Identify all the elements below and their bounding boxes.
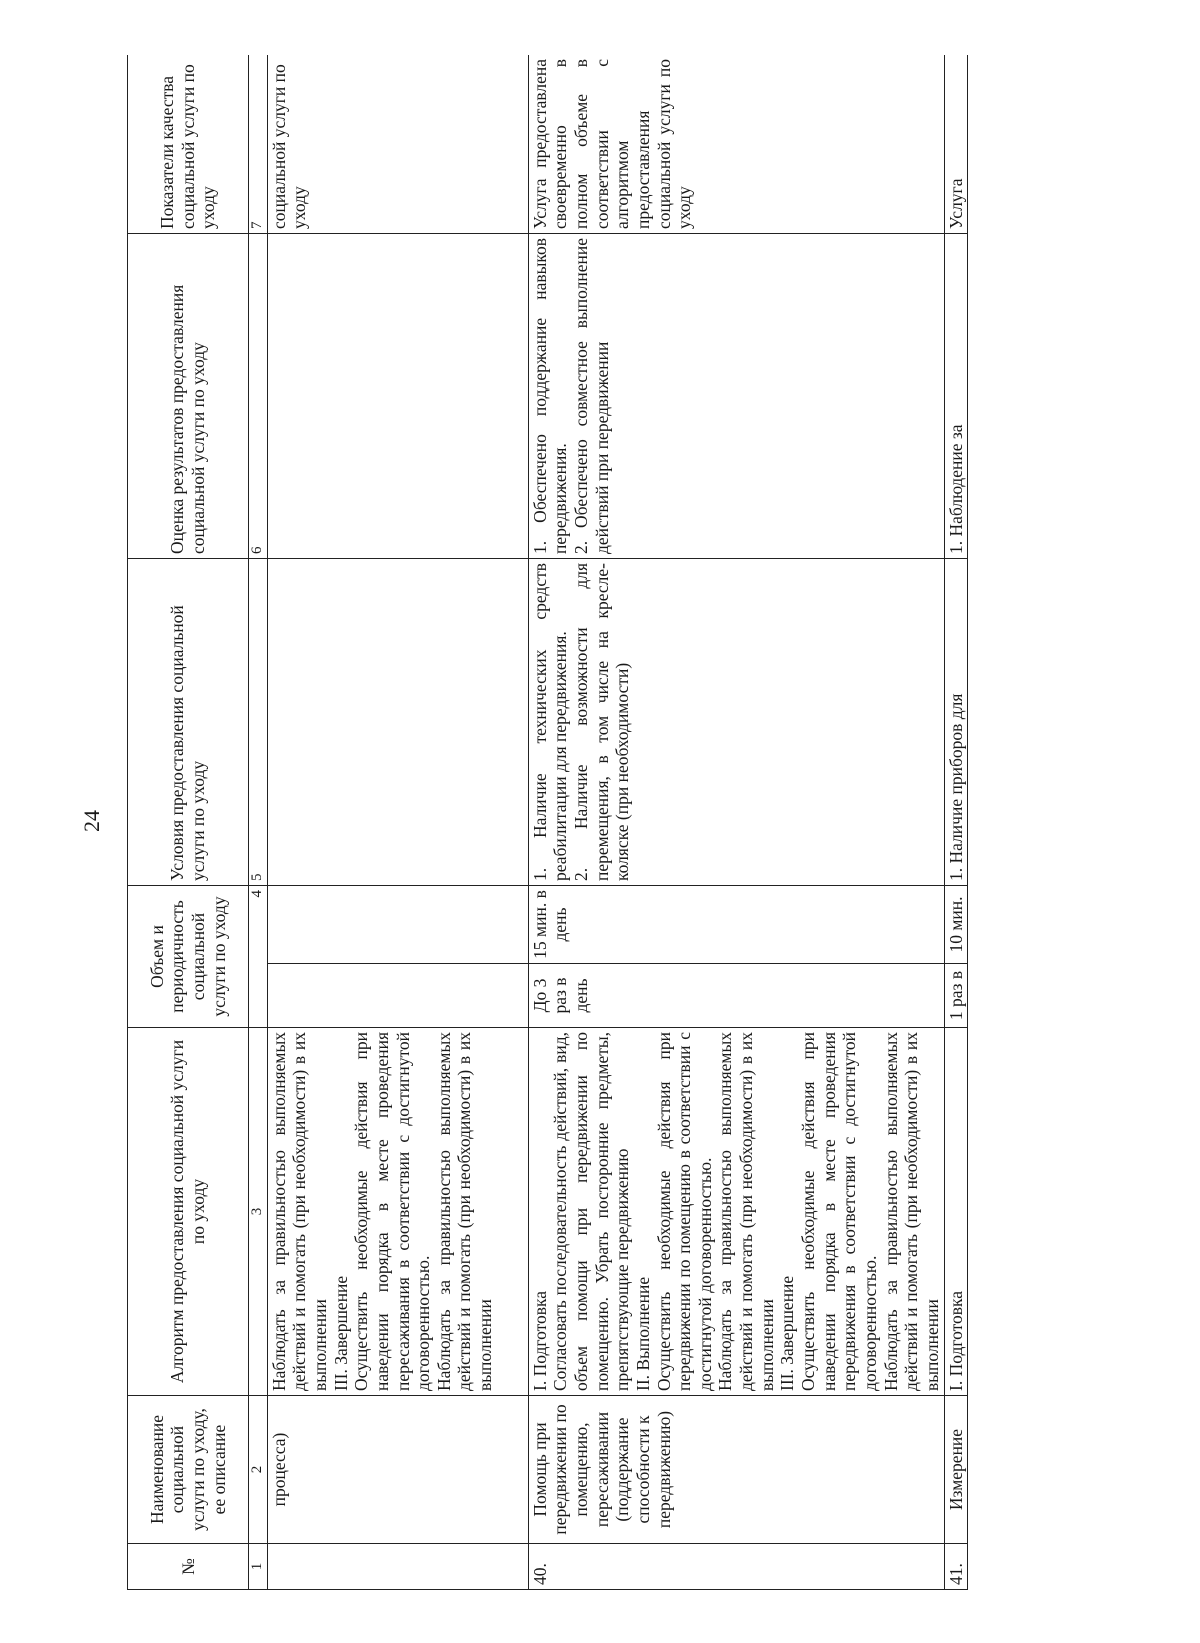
table-row — [528, 55, 944, 1590]
table-row — [267, 55, 528, 1590]
header-volume-period: Объем и периодичность социальной услуги по уходу — [128, 885, 249, 1027]
evaluation-cell: 1. Наблюдение за — [944, 233, 968, 558]
header-quality: Показатели качества социальной услуги по уходу — [128, 55, 249, 233]
rotated-table-container — [127, 55, 1067, 1590]
volume-cell — [267, 964, 528, 1028]
volume-cell: До 3 раз в день — [528, 964, 944, 1028]
row-number: 40. — [528, 1544, 944, 1590]
evaluation-line: 2. Обеспечено совместное выполнение действий при передвижении — [570, 237, 612, 554]
period-cell — [267, 885, 528, 963]
column-number: 5 — [249, 558, 268, 885]
service-name: процесса) — [267, 1396, 528, 1544]
conditions-cell — [267, 558, 528, 885]
column-number-row — [249, 55, 268, 1590]
quality-cell: социальной услуги по уходу — [267, 55, 528, 233]
service-name: Измерение — [944, 1396, 968, 1544]
header-service-name: Наименование социальной услуги по уходу, ее описание — [128, 1396, 249, 1544]
column-number: 2 — [249, 1396, 268, 1544]
algorithm-line: Наблюдать за правильностью выполняемых действий и помогать (при необходимости) в их выполнении — [715, 1032, 777, 1391]
period-cell: 10 мин. — [944, 885, 968, 963]
algorithm-line: Наблюдать за правильностью выполняемых действий и помогать (при необходимости) в их выполнении — [433, 1032, 496, 1391]
evaluation-cell — [267, 233, 528, 558]
algorithm-cell — [528, 1028, 944, 1396]
algorithm-cell: I. Подготовка — [944, 1028, 968, 1396]
column-number: 3 — [249, 1028, 268, 1396]
algorithm-cell — [267, 1028, 528, 1396]
volume-cell: 1 раз в — [944, 964, 968, 1028]
algorithm-line: I. Подготовка — [529, 1290, 550, 1391]
algorithm-line: Осуществить необходимые действия при наведении порядка в месте проведения передвижения в соответствии с достигнутой договоренностью. — [798, 1032, 880, 1391]
row-number — [267, 1544, 528, 1590]
column-number: 4 — [249, 885, 268, 1027]
table-header-row — [128, 55, 249, 1590]
table-row — [944, 55, 968, 1590]
header-number: № — [128, 1544, 249, 1590]
row-number: 41. — [944, 1544, 968, 1590]
page-number: 24 — [79, 810, 104, 832]
algorithm-line: Согласовать последовательность действий, вид, объем помощи при передвижении по помещению. Убрать посторонние предметы, препятствующие передвижению — [550, 1032, 633, 1391]
header-evaluation: Оценка результатов предоставления социальной услуги по уходу — [128, 233, 249, 558]
conditions-line: 1. Наличие технических средств реабилитации для передвижения. — [529, 562, 571, 881]
quality-cell: Услуга — [944, 55, 968, 233]
conditions-cell — [528, 558, 944, 885]
header-conditions: Условия предоставления социальной услуги по уходу — [128, 558, 249, 885]
conditions-line: 2. Наличие возможности для перемещения, в том числе на кресле-коляске (при необходимости) — [570, 562, 633, 881]
quality-cell: Услуга предоставлена своевременно в полном объеме в соответствии с алгоритмом предоставления социальной услуги по уходу — [528, 55, 944, 233]
services-table — [127, 55, 968, 1590]
algorithm-line: Наблюдать за правильностью выполняемых действий и помогать (при необходимости) в их выполнении — [268, 1032, 330, 1391]
column-number: 7 — [249, 55, 268, 233]
header-algorithm: Алгоритм предоставления социальной услуги по уходу — [128, 1028, 249, 1396]
column-number: 6 — [249, 233, 268, 558]
service-name: Помощь при передвижении по помещению, пересаживании (поддержание способности к передвижению) — [528, 1396, 944, 1544]
algorithm-line: III. Завершение — [777, 1275, 798, 1391]
evaluation-line: 1. Обеспечено поддержание навыков передвижения. — [529, 237, 571, 554]
algorithm-line: Осуществить необходимые действия при наведении порядка в месте проведения пересаживания в соответствии с достигнутой договоренностью. — [351, 1032, 434, 1391]
rotated-page — [127, 55, 1067, 1590]
evaluation-cell — [528, 233, 944, 558]
algorithm-line: II. Выполнение — [632, 1276, 653, 1391]
algorithm-line: Наблюдать за правильностью выполняемых действий и помогать (при необходимости) в их выполнении — [880, 1032, 942, 1391]
column-number: 1 — [249, 1544, 268, 1590]
period-cell: 15 мин. в день — [528, 885, 944, 963]
conditions-cell: 1. Наличие приборов для — [944, 558, 968, 885]
algorithm-line: Осуществить необходимые действия при передвижении по помещению в соответствии с достигнутой договоренностью. — [653, 1032, 715, 1391]
algorithm-line: III. Завершение — [330, 1275, 351, 1391]
